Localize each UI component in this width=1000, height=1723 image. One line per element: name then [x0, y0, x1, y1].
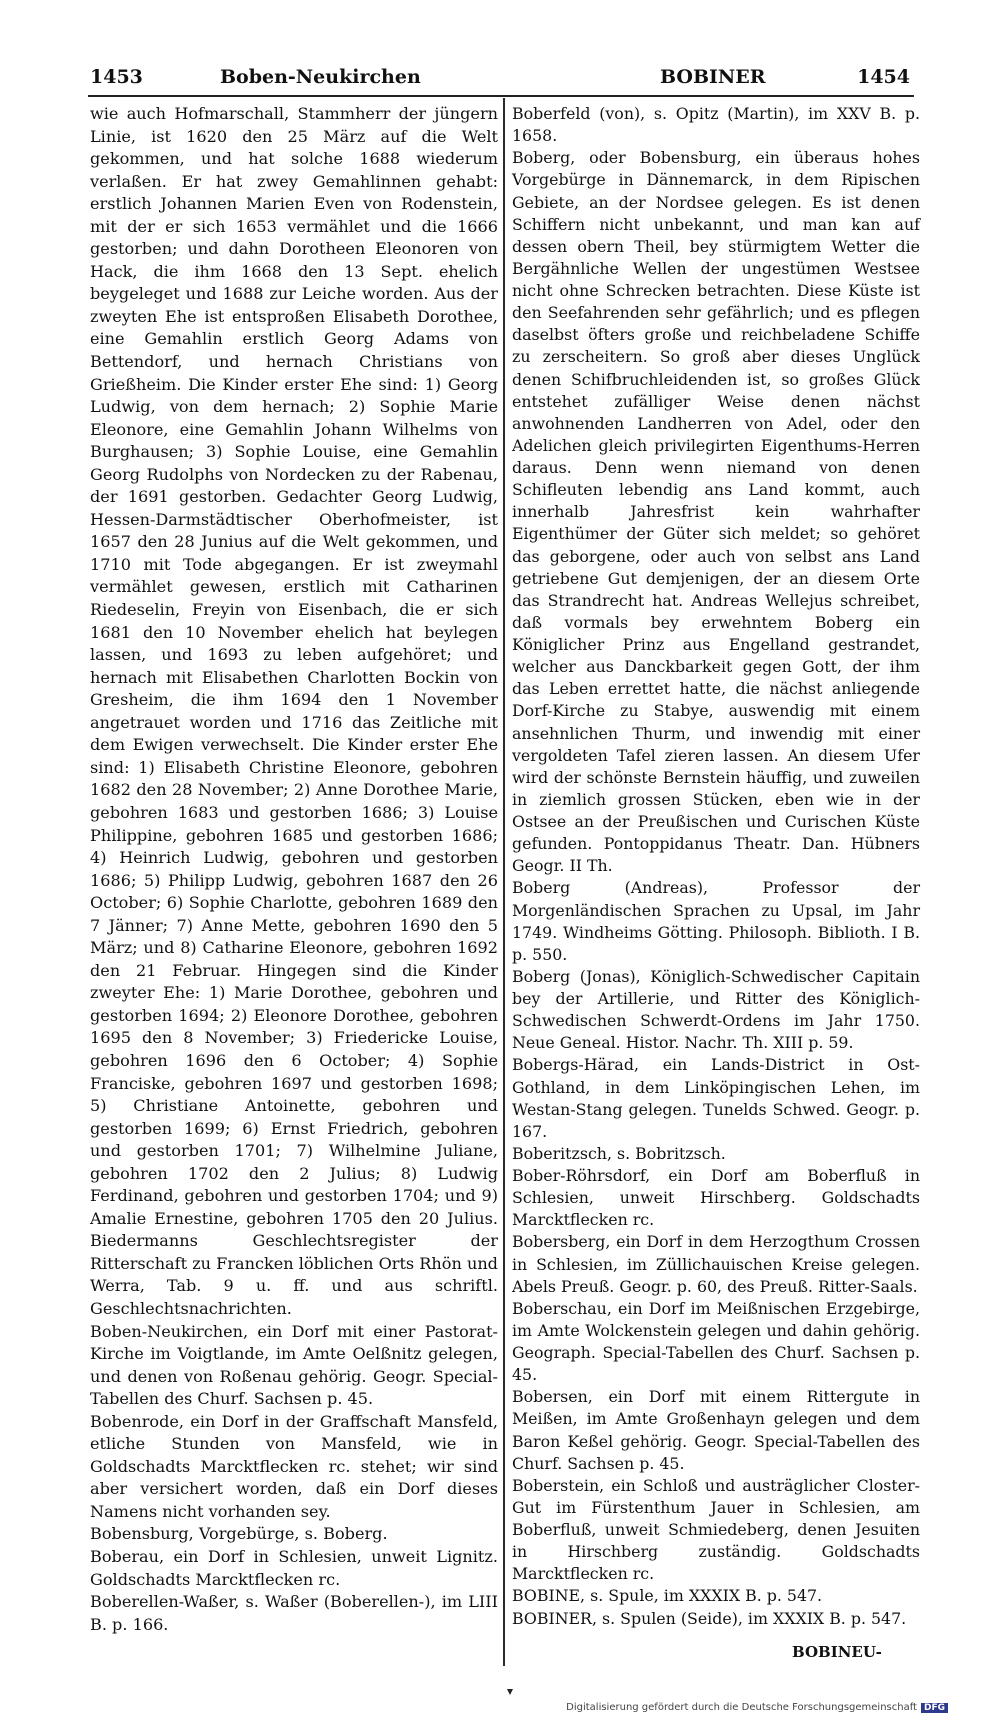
entry-paragraph: Boben-Neukirchen, ein Dorf mit einer Pastorat-Kirche im Voigtlande, im Amte Oelßnitz gelegen, und denen von Roßenau gehörig. Geogr. Special-Tabellen des Churf. Sachsen p. 45. [90, 1321, 498, 1409]
header-rule [88, 95, 914, 97]
entry-paragraph: BOBINE, s. Spule, im XXXIX B. p. 547. [512, 1586, 823, 1606]
dfg-logo: DFG [921, 1703, 948, 1713]
entry-paragraph: Boberellen-Waßer, s. Waßer (Boberellen-), im LIII B. p. 166. [90, 1592, 498, 1634]
entry-paragraph: BOBINER, s. Spulen (Seide), im XXXIX B. p. 547. [512, 1608, 907, 1628]
entry-paragraph: Boberg (Jonas), Königlich-Schwedischer Capitain bey der Artillerie, und Ritter des Königlich-Schwedischen Schwerdt-Ordens im Jahr 1750. Neue Geneal. Histor. Nachr. Th. XIII p. 59. [512, 966, 920, 1053]
entry-paragraph: Bobenrode, ein Dorf in der Graffschaft Mansfeld, etliche Stunden von Mansfeld, wie in Goldschadts Marcktflecken rc. stehet; wir sind aber versichert worden, daß ein Dorf dieses Namens nicht vorhanden sey. [90, 1411, 498, 1521]
digitization-footer [566, 1702, 948, 1713]
entry-paragraph: Bober-Röhrsdorf, ein Dorf am Boberfluß in Schlesien, unweit Hirschberg. Goldschadts Marcktflecken rc. [512, 1166, 920, 1230]
left-column [90, 103, 498, 1636]
entry-paragraph: Boberschau, ein Dorf im Meißnischen Erzgebirge, im Amte Wolckenstein gelegen und dahin gehörig. Geograph. Special-Tabellen des Churf. Sachsen p. 45. [512, 1298, 920, 1385]
entry-paragraph: Bobensburg, Vorgebürge, s. Boberg. [90, 1524, 388, 1544]
catchword: BOBINEU- [792, 1643, 882, 1661]
running-title-right: BOBINER [660, 66, 766, 88]
page-number-left: 1453 [90, 66, 143, 88]
entry-paragraph: Boberau, ein Dorf in Schlesien, unweit Lignitz. Goldschadts Marcktflecken rc. [90, 1547, 498, 1589]
running-header [90, 66, 910, 94]
right-column [512, 103, 920, 1630]
entry-paragraph: Boberitzsch, s. Bobritzsch. [512, 1143, 726, 1163]
entry-paragraph: Bobersen, ein Dorf mit einem Rittergute in Meißen, im Amte Großenhayn gelegen und dem Baron Keßel gehörig. Geogr. Special-Tabellen des Churf. Sachsen p. 45. [512, 1387, 920, 1473]
signature-mark-icon [507, 1689, 513, 1695]
running-title-left: Boben-Neukirchen [220, 66, 421, 88]
footer-text: Digitalisierung gefördert durch die Deutsche Forschungsgemeinschaft [566, 1702, 917, 1713]
entry-paragraph: Bobergs-Härad, ein Lands-District in Ost-Gothland, in dem Linköpingischen Lehen, im Westan-Stang gelegen. Tunelds Schwed. Geogr. p. 167. [512, 1055, 920, 1141]
entry-paragraph: wie auch Hofmarschall, Stammherr der jüngern Linie, ist 1620 den 25 März auf die Welt gekommen, und hat solche 1688 wiederum verlaßen. Er hat zwey Gemahlinnen gehabt: erstlich Johannen Marien Even von Rodenstein, mit der er sich 1653 vermählet und die 1666 gestorben; und dahn Dorotheen Eleonoren von Hack, die ihm 1668 den 13 Sept. ehelich beygeleget und 1688 zur Leiche worden. Aus der zweyten Ehe ist entsproßen Elisabeth Dorothee, eine Gemahlin erstlich Georg Adams von Bettendorf, und hernach Christians von Grießheim. Die Kinder erster Ehe sind: 1) Georg Ludwig, von dem hernach; 2) Sophie Marie Eleonore, eine Gemahlin Johann Wilhelms von Burghausen; 3) Sophie Louise, eine Gemahlin Georg Rudolphs von Nordecken zu der Rabenau, der 1691 gestorben. Gedachter Georg Ludwig, Hessen-Darmstädtischer Oberhofmeister, ist 1657 den 28 Junius auf die Welt gekommen, und 1710 mit Tode abgegangen. Er ist zweymahl vermählet gewesen, erstlich mit Catharinen Riedeselin, Freyin von Eisenbach, die er sich 1681 den 10 November ehelich hat beylegen lassen, und 1693 zu leben aufgehöret; und hernach mit Elisabethen Charlotten Bockin von Gresheim, die ihm 1694 den 1 November angetrauet worden und 1716 das Zeitliche mit dem Ewigen verwechselt. Die Kinder erster Ehe sind: 1) Elisabeth Christine Eleonore, gebohren 1682 den 28 November; 2) Anne Dorothee Marie, gebohren 1683 und gestorben 1686; 3) Louise Philippine, gebohren 1685 und gestorben 1686; 4) Heinrich Ludwig, gebohren und gestorben 1686; 5) Philipp Ludwig, gebohren 1687 den 26 October; 6) Sophie Charlotte, gebohren 1689 den 7 Jänner; 7) Anne Mette, gebohren 1690 den 5 März; und 8) Catharine Eleonore, gebohren 1692 den 21 Februar. Hingegen sind die Kinder zweyter Ehe: 1) Marie Dorothee, gebohren und gestorben 1694; 2) Eleonore Dorothee, gebohren 1695 den 8 November; 3) Friedericke Louise, gebohren 1696 den 6 October; 4) Sophie Franciske, gebohren 1697 und gestorben 1698; 5) Christiane Antoinette, gebohren und gestorben 1699; 6) Ernst Friedrich, gebohren und gestorben 1701; 7) Wilhelmine Juliane, gebohren 1702 den 2 Julius; 8) Ludwig Ferdinand, gebohren und gestorben 1704; und 9) Amalie Ernestine, gebohren 1705 den 20 Julius. Biedermanns Geschlechtsregister der Ritterschaft zu Francken löblichen Orts Rhön und Werra, Tab. 9 u. ff. und aus schriftl. Geschlechtsnachrichten. [90, 104, 498, 1318]
page-number-right: 1454 [857, 66, 910, 88]
entry-paragraph: Bobersberg, ein Dorf in dem Herzogthum Crossen in Schlesien, im Züllichauischen Kreise gelegen. Abels Preuß. Geogr. p. 60, des Preuß. Ritter-Saals. [512, 1232, 920, 1296]
entry-paragraph: Boberfeld (von), s. Opitz (Martin), im XXV B. p. 1658. [512, 104, 920, 146]
entry-paragraph: Boberg, oder Bobensburg, ein überaus hohes Vorgebürge in Dännemarck, in dem Ripischen Gebiete, an der Nordsee gelegen. Es ist denen Schiffern nicht unbekannt, und man kan auf dessen obern Theil, bey stürmigtem Wetter die Bergähnliche Wellen der ungestümen Westsee nicht ohne Schrecken betrachten. Diese Küste ist den Seefahrenden sehr gefährlich; und es pflegen daselbst öfters große und reichbeladene Schiffe zu zerscheitern. So groß aber dieses Unglück denen Schifbruchleidenden ist, so großes Glück entstehet zufälliger Weise denen nächst anwohnenden Landherren von Adel, oder den Adelichen gleich privilegirten Eigenthums-Herren daraus. Denn wenn niemand von denen Schifleuten lebendig ans Land kommt, auch innerhalb Jahresfrist kein wahrhafter Eigenthümer der Güter sich meldet; so gehöret das geborgene, oder auch von selbst ans Land getriebene Gut demjenigen, der an diesem Orte das Strandrecht hat. Andreas Wellejus schreibet, daß vormals bey erwehntem Boberg ein Königlicher Prinz aus Engelland gestrandet, welcher aus Danckbarkeit gegen Gott, der ihm das Leben errettet hatte, die nächst anliegende Dorf-Kirche zu Stabye, auswendig mit einem ansehnlichen Thurm, und inwendig mit einer vergoldeten Tafel zieren lassen. An diesem Ufer wird der schönste Bernstein häuffig, und zuweilen in ziemlich grossen Stücken, eben wie in der Ostsee an der Preußischen und Curischen Küste gefunden. Pontoppidanus Theatr. Dan. Hübners Geogr. II Th. [512, 148, 920, 876]
column-divider [503, 98, 505, 1666]
entry-paragraph: Boberg (Andreas), Professor der Morgenländischen Sprachen zu Upsal, im Jahr 1749. Windheims Götting. Philosoph. Biblioth. I B. p. 550. [512, 878, 920, 964]
entry-paragraph: Boberstein, ein Schloß und austräglicher Closter-Gut im Fürstenthum Jauer in Schlesien, am Boberfluß, unweit Schmiedeberg, denen Jesuiten in Hirschberg zuständig. Goldschadts Marcktflecken rc. [512, 1475, 920, 1584]
